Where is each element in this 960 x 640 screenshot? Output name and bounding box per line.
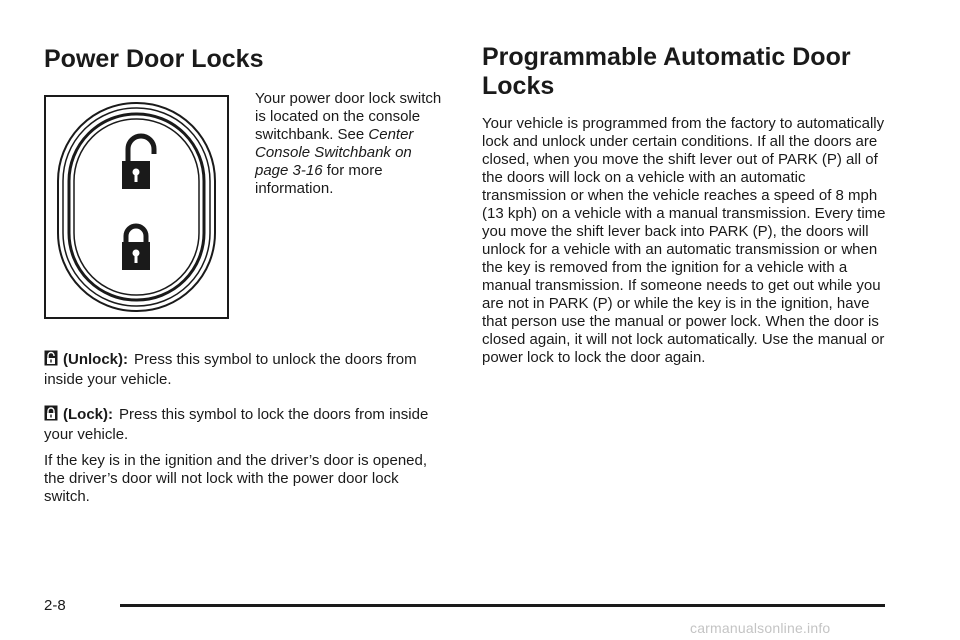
lock-icon xyxy=(44,405,58,426)
lock-description xyxy=(44,405,444,444)
door-lock-switch-icon xyxy=(46,97,227,317)
lock-text: Press this symbol to lock the doors from inside your vehicle. xyxy=(44,406,429,443)
lock-symbol-icon xyxy=(122,226,150,270)
door-lock-switch-illustration xyxy=(44,95,229,319)
intro-text: Your power door lock switch is located on the console switchbank. See xyxy=(255,90,442,143)
programmable-locks-body: Your vehicle is programmed from the factory to automatically lock and unlock under certain conditions. If all the doors are closed, when you move the shift lever out of PARK (P) all of the doors will lock on a vehicle with an automatic transmission or when the vehicle reaches a speed of 8 mph (13 kph) on a vehicle with a manual transmission. Every time you move the shift lever back into PARK (P), the doors will unlock for a vehicle with an automatic transmission or when the key is removed from the ignition for a vehicle with a manual transmission. If someone needs to get out while you are not in PARK (P) or while the key is in the ignition, have that person use the manual or power lock. When the door is closed again, it will not lock automatically. Use the manual or power lock to lock the door again. xyxy=(482,115,886,366)
watermark: carmanualsonline.info xyxy=(690,620,831,636)
lock-label: (Lock): xyxy=(63,406,113,423)
intro-tail: for more information. xyxy=(255,162,383,197)
footer-divider xyxy=(120,604,885,607)
section-title-power-door-locks: Power Door Locks xyxy=(44,45,264,73)
unlock-icon xyxy=(44,350,58,371)
intro-paragraph xyxy=(255,90,445,198)
unlock-text: Press this symbol to unlock the doors from inside your vehicle. xyxy=(44,351,417,388)
unlock-symbol-icon xyxy=(122,136,154,189)
ignition-note: If the key is in the ignition and the driver’s door is opened, the driver’s door will not lock with the power door lock switch. xyxy=(44,452,428,505)
cross-reference-link[interactable]: Center Console Switchbank on page 3-16 xyxy=(255,126,414,179)
unlock-label: (Unlock): xyxy=(63,351,128,368)
page-number: 2-8 xyxy=(44,597,66,614)
section-title-programmable-locks: Programmable Automatic Door Locks xyxy=(482,43,851,100)
unlock-description xyxy=(44,350,444,389)
